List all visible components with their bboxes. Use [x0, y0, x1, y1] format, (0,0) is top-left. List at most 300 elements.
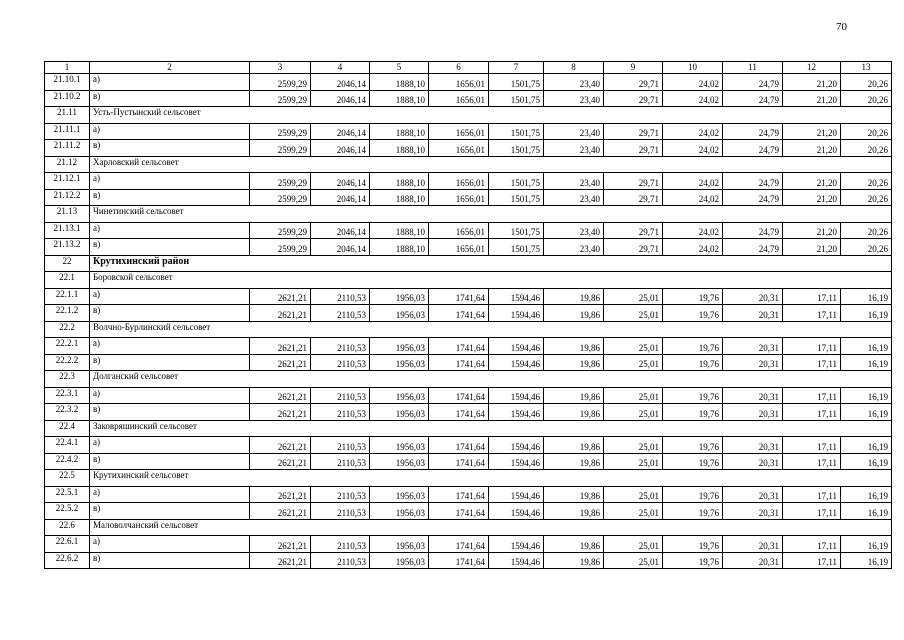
value-cell: 24,02: [663, 90, 723, 107]
value-cell: 20,26: [841, 74, 892, 91]
table-row: [45, 354, 892, 371]
row-code: 22.4.2: [45, 453, 90, 470]
value-cell: 2110,53: [311, 404, 370, 421]
column-header: 9: [604, 62, 663, 74]
value-cell: 1956,03: [370, 536, 429, 553]
value-cell: 21,20: [783, 189, 841, 206]
row-subtype: в): [90, 140, 250, 157]
value-cell: 1594,46: [489, 552, 544, 569]
value-cell: 1741,64: [429, 404, 489, 421]
row-code: 22.6.1: [45, 536, 90, 553]
value-cell: 2621,21: [250, 338, 311, 355]
row-subtype: в): [90, 552, 250, 569]
value-cell: 1888,10: [370, 140, 429, 157]
value-cell: 24,79: [723, 74, 783, 91]
value-cell: 1741,64: [429, 288, 489, 305]
value-cell: 24,02: [663, 173, 723, 190]
value-cell: 1594,46: [489, 536, 544, 553]
table-row: [45, 123, 892, 140]
value-cell: 16,19: [841, 338, 892, 355]
value-cell: 1956,03: [370, 387, 429, 404]
value-cell: 1594,46: [489, 305, 544, 322]
column-header: 4: [311, 62, 370, 74]
row-subtype: а): [90, 288, 250, 305]
value-cell: 24,02: [663, 222, 723, 239]
value-cell: 23,40: [544, 90, 604, 107]
value-cell: 2621,21: [250, 387, 311, 404]
value-cell: 1501,75: [489, 222, 544, 239]
value-cell: 2599,29: [250, 123, 311, 140]
value-cell: 23,40: [544, 173, 604, 190]
row-code: 21.13.2: [45, 239, 90, 256]
value-cell: 1501,75: [489, 140, 544, 157]
value-cell: 20,31: [723, 338, 783, 355]
value-cell: 25,01: [604, 503, 663, 520]
value-cell: 17,11: [783, 404, 841, 421]
table-row: [45, 503, 892, 520]
value-cell: 17,11: [783, 486, 841, 503]
value-cell: 2110,53: [311, 305, 370, 322]
value-cell: 25,01: [604, 437, 663, 454]
value-cell: 16,19: [841, 536, 892, 553]
value-cell: 1656,01: [429, 140, 489, 157]
value-cell: 24,79: [723, 140, 783, 157]
value-cell: 1956,03: [370, 288, 429, 305]
row-subtype: в): [90, 90, 250, 107]
value-cell: 25,01: [604, 338, 663, 355]
value-cell: 1594,46: [489, 387, 544, 404]
value-cell: 2110,53: [311, 288, 370, 305]
row-subtype: в): [90, 305, 250, 322]
value-cell: 24,79: [723, 189, 783, 206]
value-cell: 2046,14: [311, 74, 370, 91]
section-row: [45, 519, 892, 536]
value-cell: 20,26: [841, 173, 892, 190]
table-row: [45, 338, 892, 355]
table-row: [45, 387, 892, 404]
value-cell: 16,19: [841, 552, 892, 569]
table-row: [45, 239, 892, 256]
value-cell: 17,11: [783, 453, 841, 470]
section-code: 22.2: [45, 321, 90, 338]
section-code: 22.4: [45, 420, 90, 437]
value-cell: 2110,53: [311, 437, 370, 454]
table-row: [45, 222, 892, 239]
value-cell: 24,79: [723, 123, 783, 140]
value-cell: 1888,10: [370, 239, 429, 256]
section-row: [45, 420, 892, 437]
row-code: 21.11.1: [45, 123, 90, 140]
value-cell: 17,11: [783, 437, 841, 454]
value-cell: 19,76: [663, 354, 723, 371]
value-cell: 20,31: [723, 288, 783, 305]
column-header: 6: [429, 62, 489, 74]
value-cell: 1656,01: [429, 222, 489, 239]
value-cell: 16,19: [841, 453, 892, 470]
value-cell: 2599,29: [250, 140, 311, 157]
value-cell: 1594,46: [489, 338, 544, 355]
value-cell: 2110,53: [311, 503, 370, 520]
value-cell: 1656,01: [429, 90, 489, 107]
section-name: Чинетинский сельсовет: [90, 206, 892, 223]
value-cell: 16,19: [841, 288, 892, 305]
column-header: 7: [489, 62, 544, 74]
section-name: Долганский сельсовет: [90, 371, 892, 388]
section-code: 22.3: [45, 371, 90, 388]
section-code: 21.11: [45, 107, 90, 124]
value-cell: 19,86: [544, 536, 604, 553]
table-row: [45, 173, 892, 190]
value-cell: 20,31: [723, 453, 783, 470]
row-code: 22.2.1: [45, 338, 90, 355]
value-cell: 1741,64: [429, 536, 489, 553]
column-header: 1: [45, 62, 90, 74]
value-cell: 1501,75: [489, 90, 544, 107]
value-cell: 24,02: [663, 74, 723, 91]
row-code: 22.5.2: [45, 503, 90, 520]
value-cell: 23,40: [544, 123, 604, 140]
value-cell: 2599,29: [250, 189, 311, 206]
value-cell: 2599,29: [250, 222, 311, 239]
value-cell: 19,86: [544, 404, 604, 421]
value-cell: 2046,14: [311, 90, 370, 107]
section-name: Заковряшинский сельсовет: [90, 420, 892, 437]
value-cell: 17,11: [783, 552, 841, 569]
value-cell: 2621,21: [250, 288, 311, 305]
value-cell: 1741,64: [429, 552, 489, 569]
value-cell: 2599,29: [250, 239, 311, 256]
table-row: [45, 189, 892, 206]
section-row: [45, 156, 892, 173]
section-code: 21.12: [45, 156, 90, 173]
row-subtype: в): [90, 503, 250, 520]
value-cell: 20,31: [723, 536, 783, 553]
value-cell: 23,40: [544, 189, 604, 206]
value-cell: 19,86: [544, 387, 604, 404]
row-code: 22.6.2: [45, 552, 90, 569]
value-cell: 29,71: [604, 189, 663, 206]
row-code: 21.10.1: [45, 74, 90, 91]
table-row: [45, 404, 892, 421]
value-cell: 23,40: [544, 222, 604, 239]
value-cell: 20,31: [723, 404, 783, 421]
value-cell: 25,01: [604, 305, 663, 322]
value-cell: 1888,10: [370, 173, 429, 190]
value-cell: 23,40: [544, 140, 604, 157]
value-cell: 1594,46: [489, 354, 544, 371]
value-cell: 17,11: [783, 387, 841, 404]
table-row: [45, 552, 892, 569]
value-cell: 1741,64: [429, 453, 489, 470]
value-cell: 1594,46: [489, 288, 544, 305]
value-cell: 19,86: [544, 305, 604, 322]
value-cell: 21,20: [783, 90, 841, 107]
value-cell: 16,19: [841, 305, 892, 322]
value-cell: 2046,14: [311, 140, 370, 157]
row-subtype: в): [90, 239, 250, 256]
table-row: [45, 437, 892, 454]
value-cell: 19,86: [544, 552, 604, 569]
value-cell: 25,01: [604, 552, 663, 569]
value-cell: 1888,10: [370, 222, 429, 239]
value-cell: 20,26: [841, 90, 892, 107]
value-cell: 19,76: [663, 552, 723, 569]
table-row: [45, 453, 892, 470]
value-cell: 16,19: [841, 387, 892, 404]
value-cell: 1594,46: [489, 453, 544, 470]
value-cell: 19,86: [544, 338, 604, 355]
value-cell: 1888,10: [370, 74, 429, 91]
section-name: Маловолчанский сельсовет: [90, 519, 892, 536]
row-subtype: а): [90, 536, 250, 553]
section-name: Волчно-Бурлинский сельсовет: [90, 321, 892, 338]
value-cell: 29,71: [604, 173, 663, 190]
value-cell: 1501,75: [489, 173, 544, 190]
value-cell: 2621,21: [250, 486, 311, 503]
value-cell: 20,26: [841, 239, 892, 256]
value-cell: 25,01: [604, 404, 663, 421]
value-cell: 25,01: [604, 387, 663, 404]
row-subtype: а): [90, 338, 250, 355]
value-cell: 1501,75: [489, 74, 544, 91]
value-cell: 19,76: [663, 536, 723, 553]
value-cell: 24,02: [663, 140, 723, 157]
value-cell: 20,26: [841, 123, 892, 140]
row-code: 22.1.2: [45, 305, 90, 322]
value-cell: 23,40: [544, 239, 604, 256]
value-cell: 1741,64: [429, 387, 489, 404]
value-cell: 1956,03: [370, 404, 429, 421]
value-cell: 17,11: [783, 305, 841, 322]
table-body: [45, 74, 892, 569]
value-cell: 2621,21: [250, 354, 311, 371]
value-cell: 29,71: [604, 239, 663, 256]
row-subtype: а): [90, 123, 250, 140]
row-code: 22.2.2: [45, 354, 90, 371]
value-cell: 20,31: [723, 503, 783, 520]
section-code: 21.13: [45, 206, 90, 223]
value-cell: 17,11: [783, 288, 841, 305]
value-cell: 21,20: [783, 239, 841, 256]
value-cell: 17,11: [783, 338, 841, 355]
value-cell: 21,20: [783, 74, 841, 91]
value-cell: 1594,46: [489, 404, 544, 421]
section-name: Усть-Пустынский сельсовет: [90, 107, 892, 124]
value-cell: 29,71: [604, 90, 663, 107]
section-row: [45, 272, 892, 289]
value-cell: 2046,14: [311, 239, 370, 256]
column-header: 2: [90, 62, 250, 74]
value-cell: 29,71: [604, 222, 663, 239]
section-row: [45, 206, 892, 223]
value-cell: 2046,14: [311, 222, 370, 239]
value-cell: 1656,01: [429, 123, 489, 140]
value-cell: 19,76: [663, 453, 723, 470]
value-cell: 24,79: [723, 222, 783, 239]
value-cell: 19,76: [663, 288, 723, 305]
value-cell: 1956,03: [370, 338, 429, 355]
section-row: [45, 321, 892, 338]
value-cell: 19,76: [663, 338, 723, 355]
value-cell: 25,01: [604, 453, 663, 470]
value-cell: 1956,03: [370, 354, 429, 371]
row-subtype: в): [90, 189, 250, 206]
value-cell: 2599,29: [250, 74, 311, 91]
value-cell: 19,76: [663, 486, 723, 503]
value-cell: 16,19: [841, 486, 892, 503]
row-subtype: а): [90, 74, 250, 91]
value-cell: 20,31: [723, 387, 783, 404]
value-cell: 16,19: [841, 437, 892, 454]
table-row: [45, 90, 892, 107]
row-code: 21.12.1: [45, 173, 90, 190]
value-cell: 24,02: [663, 239, 723, 256]
row-subtype: в): [90, 453, 250, 470]
row-subtype: а): [90, 486, 250, 503]
section-name: Крутихинский сельсовет: [90, 470, 892, 487]
value-cell: 19,86: [544, 486, 604, 503]
value-cell: 1888,10: [370, 189, 429, 206]
column-header: 11: [723, 62, 783, 74]
table-row: [45, 288, 892, 305]
row-code: 22.5.1: [45, 486, 90, 503]
value-cell: 2621,21: [250, 437, 311, 454]
section-code: 22.5: [45, 470, 90, 487]
row-code: 22.3.1: [45, 387, 90, 404]
value-cell: 19,76: [663, 387, 723, 404]
value-cell: 1956,03: [370, 486, 429, 503]
value-cell: 1656,01: [429, 239, 489, 256]
row-subtype: а): [90, 222, 250, 239]
column-header: 12: [783, 62, 841, 74]
page-number: 70: [836, 21, 847, 33]
value-cell: 21,20: [783, 222, 841, 239]
value-cell: 2110,53: [311, 552, 370, 569]
value-cell: 24,79: [723, 173, 783, 190]
value-cell: 2599,29: [250, 173, 311, 190]
value-cell: 2621,21: [250, 453, 311, 470]
value-cell: 1956,03: [370, 437, 429, 454]
value-cell: 1888,10: [370, 90, 429, 107]
value-cell: 16,19: [841, 354, 892, 371]
section-code: 22: [45, 255, 90, 272]
value-cell: 1656,01: [429, 74, 489, 91]
value-cell: 20,31: [723, 552, 783, 569]
value-cell: 19,76: [663, 503, 723, 520]
value-cell: 2621,21: [250, 503, 311, 520]
value-cell: 20,26: [841, 222, 892, 239]
value-cell: 2621,21: [250, 404, 311, 421]
value-cell: 29,71: [604, 140, 663, 157]
value-cell: 1594,46: [489, 503, 544, 520]
section-name: Боровской сельсовет: [90, 272, 892, 289]
value-cell: 2621,21: [250, 305, 311, 322]
value-cell: 21,20: [783, 173, 841, 190]
value-cell: 1741,64: [429, 437, 489, 454]
value-cell: 1594,46: [489, 437, 544, 454]
row-subtype: в): [90, 354, 250, 371]
table-row: [45, 536, 892, 553]
value-cell: 25,01: [604, 354, 663, 371]
value-cell: 1501,75: [489, 239, 544, 256]
value-cell: 24,02: [663, 123, 723, 140]
value-cell: 25,01: [604, 486, 663, 503]
value-cell: 1956,03: [370, 503, 429, 520]
value-cell: 20,31: [723, 354, 783, 371]
column-header: 8: [544, 62, 604, 74]
column-header: 10: [663, 62, 723, 74]
value-cell: 17,11: [783, 536, 841, 553]
value-cell: 1741,64: [429, 486, 489, 503]
value-cell: 2621,21: [250, 552, 311, 569]
value-cell: 1741,64: [429, 305, 489, 322]
value-cell: 19,86: [544, 354, 604, 371]
tariff-table: [44, 61, 892, 569]
table-row: [45, 305, 892, 322]
value-cell: 19,76: [663, 404, 723, 421]
value-cell: 1501,75: [489, 189, 544, 206]
section-row: [45, 107, 892, 124]
row-subtype: а): [90, 437, 250, 454]
value-cell: 29,71: [604, 123, 663, 140]
value-cell: 1956,03: [370, 305, 429, 322]
value-cell: 16,19: [841, 503, 892, 520]
value-cell: 25,01: [604, 536, 663, 553]
value-cell: 19,86: [544, 453, 604, 470]
value-cell: 2110,53: [311, 354, 370, 371]
value-cell: 20,31: [723, 437, 783, 454]
value-cell: 20,31: [723, 305, 783, 322]
value-cell: 20,31: [723, 486, 783, 503]
value-cell: 24,02: [663, 189, 723, 206]
row-code: 21.12.2: [45, 189, 90, 206]
value-cell: 19,76: [663, 437, 723, 454]
value-cell: 23,40: [544, 74, 604, 91]
value-cell: 20,26: [841, 140, 892, 157]
value-cell: 17,11: [783, 354, 841, 371]
value-cell: 19,86: [544, 437, 604, 454]
value-cell: 19,76: [663, 305, 723, 322]
value-cell: 25,01: [604, 288, 663, 305]
section-row: [45, 470, 892, 487]
value-cell: 2110,53: [311, 486, 370, 503]
row-code: 22.3.2: [45, 404, 90, 421]
value-cell: 1741,64: [429, 354, 489, 371]
value-cell: 1741,64: [429, 338, 489, 355]
row-subtype: в): [90, 404, 250, 421]
value-cell: 21,20: [783, 123, 841, 140]
value-cell: 19,86: [544, 288, 604, 305]
value-cell: 2046,14: [311, 173, 370, 190]
value-cell: 1888,10: [370, 123, 429, 140]
table-header: [45, 62, 892, 74]
value-cell: 1956,03: [370, 453, 429, 470]
value-cell: 2110,53: [311, 453, 370, 470]
region-name: Крутихинский район: [90, 255, 892, 272]
table-row: [45, 140, 892, 157]
row-code: 21.11.2: [45, 140, 90, 157]
value-cell: 2110,53: [311, 387, 370, 404]
value-cell: 1501,75: [489, 123, 544, 140]
section-code: 22.6: [45, 519, 90, 536]
table-row: [45, 74, 892, 91]
value-cell: 29,71: [604, 74, 663, 91]
row-code: 21.13.1: [45, 222, 90, 239]
value-cell: 1741,64: [429, 503, 489, 520]
value-cell: 2046,14: [311, 189, 370, 206]
value-cell: 21,20: [783, 140, 841, 157]
value-cell: 2621,21: [250, 536, 311, 553]
